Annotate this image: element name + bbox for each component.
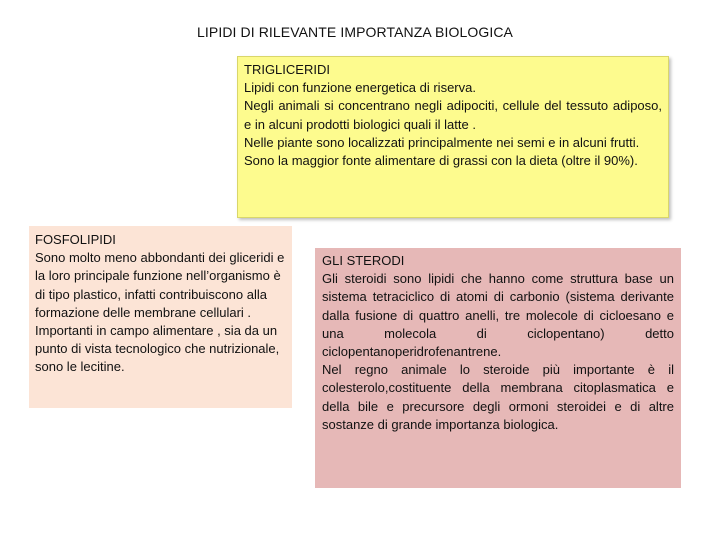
steroidi-box [315,248,681,488]
steroidi-line: Nel regno animale lo steroide più importante è il colesterolo,costituente della membrana citoplasmatica e della bile e precursore degli ormoni steroidei e di altre sostanze di grande importanza biologica. [322,362,674,432]
steroidi-line: Gli steroidi sono lipidi che hanno come struttura base un sistema tetraciclico di atomi di carbonio (sistema derivante dalla fusione di quattro anelli, tre molecole di cicloesano e una molecola di ciclopentano) detto ciclopentanoperidrofenantrene. [322,271,674,360]
fosfolipidi-box [29,226,292,408]
trigliceridi-line: Nelle piante sono localizzati principalmente nei semi e in alcuni frutti. [244,134,640,150]
fosfolipidi-heading: FOSFOLIPIDI [35,232,116,247]
trigliceridi-line: Sono la maggior fonte alimentare di grassi con la dieta (oltre il 90%). [244,153,638,169]
trigliceridi-line: Negli animali si concentrano negli adipociti, cellule del tessuto adiposo, e in alcuni prodotti biologici quali il latte . [244,98,662,132]
trigliceridi-line: Lipidi con funzione energetica di riserva. [244,80,476,96]
fosfolipidi-line: Importanti in campo alimentare , sia da un punto di vista tecnologico che nutrizionale, sono le lecitine. [35,323,280,375]
trigliceridi-heading: TRIGLICERIDI [244,62,330,77]
steroidi-heading: GLI STERODI [322,253,405,268]
trigliceridi-box [237,56,669,218]
fosfolipidi-line: Sono molto meno abbondanti dei gliceridi e la loro principale funzione nell’organismo è di tipo plastico, infatti contribuiscono alla formazione delle membrane cellulari . [35,250,285,320]
page-title: LIPIDI DI RILEVANTE IMPORTANZA BIOLOGICA [197,24,513,40]
